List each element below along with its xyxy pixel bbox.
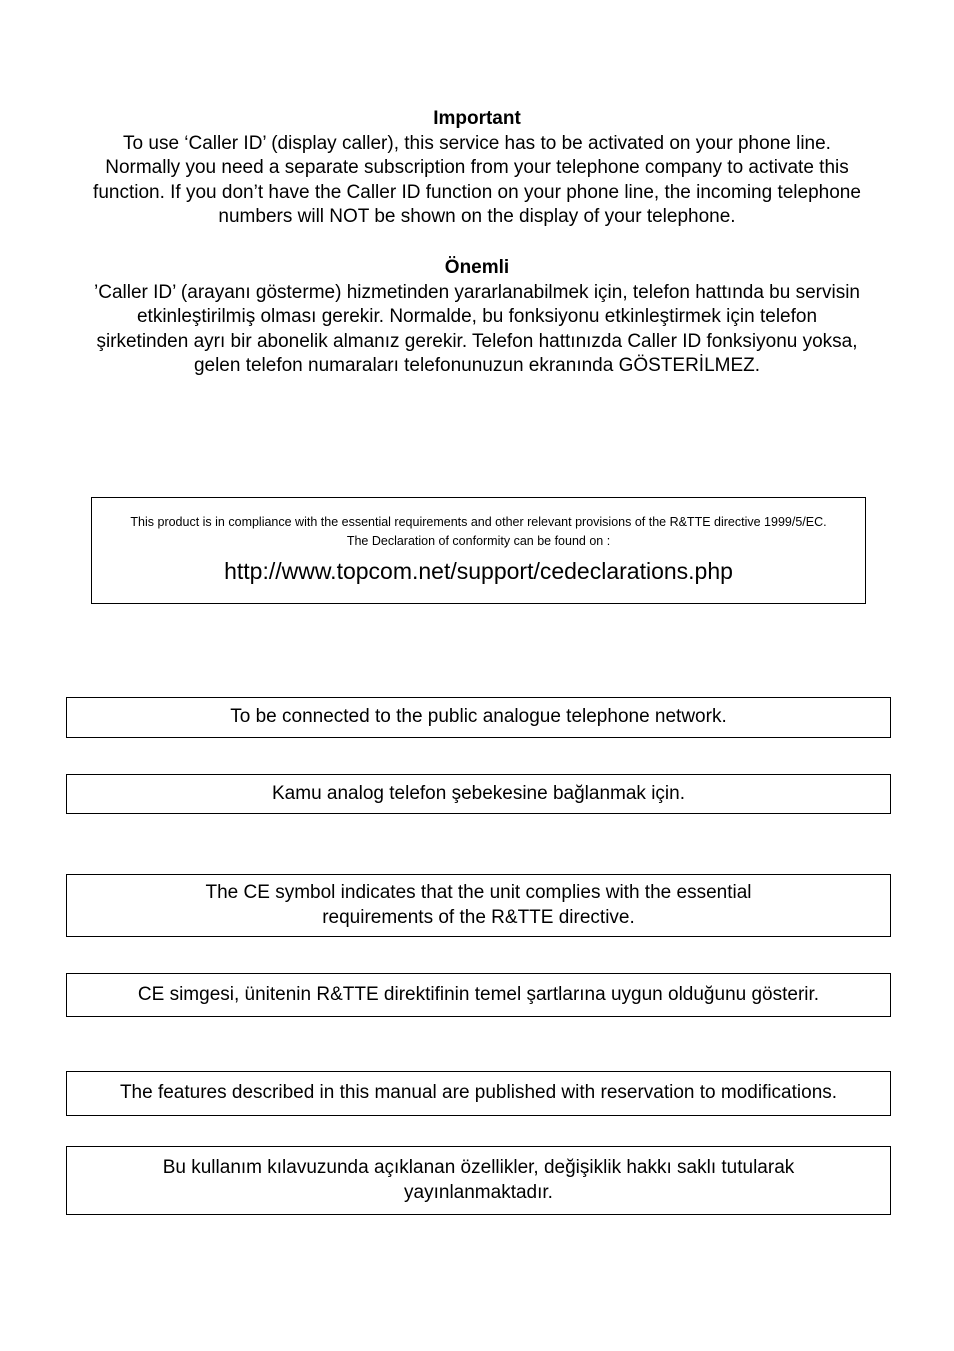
notice-text: Bu kullanım kılavuzunda açıklanan özellikler, değişiklik hakkı saklı tutularak: [162, 1157, 795, 1178]
features-notice-tr: [66, 1146, 891, 1215]
onemli-text-line: gelen telefon numaraları telefonunuzun ekranında GÖSTERİLMEZ.: [193, 355, 761, 377]
important-notice-tr: [60, 256, 894, 379]
onemli-text-line: etkinleştirilmiş olması gerekir. Normalde, bu fonksiyonu etkinleştirmek için telefon: [136, 306, 818, 328]
notice-text: To be connected to the public analogue telephone network.: [230, 706, 727, 728]
ce-notice-tr: [66, 973, 891, 1017]
important-notice-en: [60, 107, 894, 230]
ce-notice-en: [66, 874, 891, 937]
notice-text: The CE symbol indicates that the unit complies with the essential: [205, 882, 752, 903]
network-notice-tr: [66, 774, 891, 814]
notice-text: Kamu analog telefon şebekesine bağlanmak için.: [272, 782, 685, 804]
onemli-heading: Önemli: [444, 257, 510, 278]
network-notice-en: [66, 697, 891, 738]
important-text-line: Normally you need a separate subscription from your telephone company to activate this: [105, 157, 849, 179]
important-text-line: function. If you don’t have the Caller ID function on your phone line, the incoming telephone: [93, 181, 861, 203]
notice-text: yayınlanmaktadır.: [404, 1181, 553, 1203]
compliance-statement: This product is in compliance with the essential requirements and other relevant provisions of the R&TTE directive 1999/5/EC.: [130, 515, 827, 529]
notice-text: CE simgesi, ünitenin R&TTE direktifinin temel şartlarına uygun olduğunu gösterir.: [137, 983, 820, 1005]
notice-text: The features described in this manual are published with reservation to modifications.: [119, 1082, 838, 1104]
features-notice-en: [66, 1071, 891, 1116]
onemli-text-line: şirketinden ayrı bir abonelik almanız gerekir. Telefon hattınızda Caller ID fonksiyonu yoksa,: [96, 330, 858, 352]
compliance-box: [91, 497, 866, 604]
notice-text: requirements of the R&TTE directive.: [322, 906, 635, 928]
declaration-url: http://www.topcom.net/support/cedeclarations.php: [224, 558, 733, 584]
declaration-statement: The Declaration of conformity can be found on :: [346, 534, 611, 548]
onemli-text-line: ’Caller ID’ (arayanı gösterme) hizmetinden yararlanabilmek için, telefon hattında bu servisin: [94, 281, 860, 303]
important-text-line: To use ‘Caller ID’ (display caller), this service has to be activated on your phone line.: [123, 132, 831, 154]
important-heading: Important: [433, 108, 521, 129]
important-text-line: numbers will NOT be shown on the display of your telephone.: [218, 206, 736, 228]
